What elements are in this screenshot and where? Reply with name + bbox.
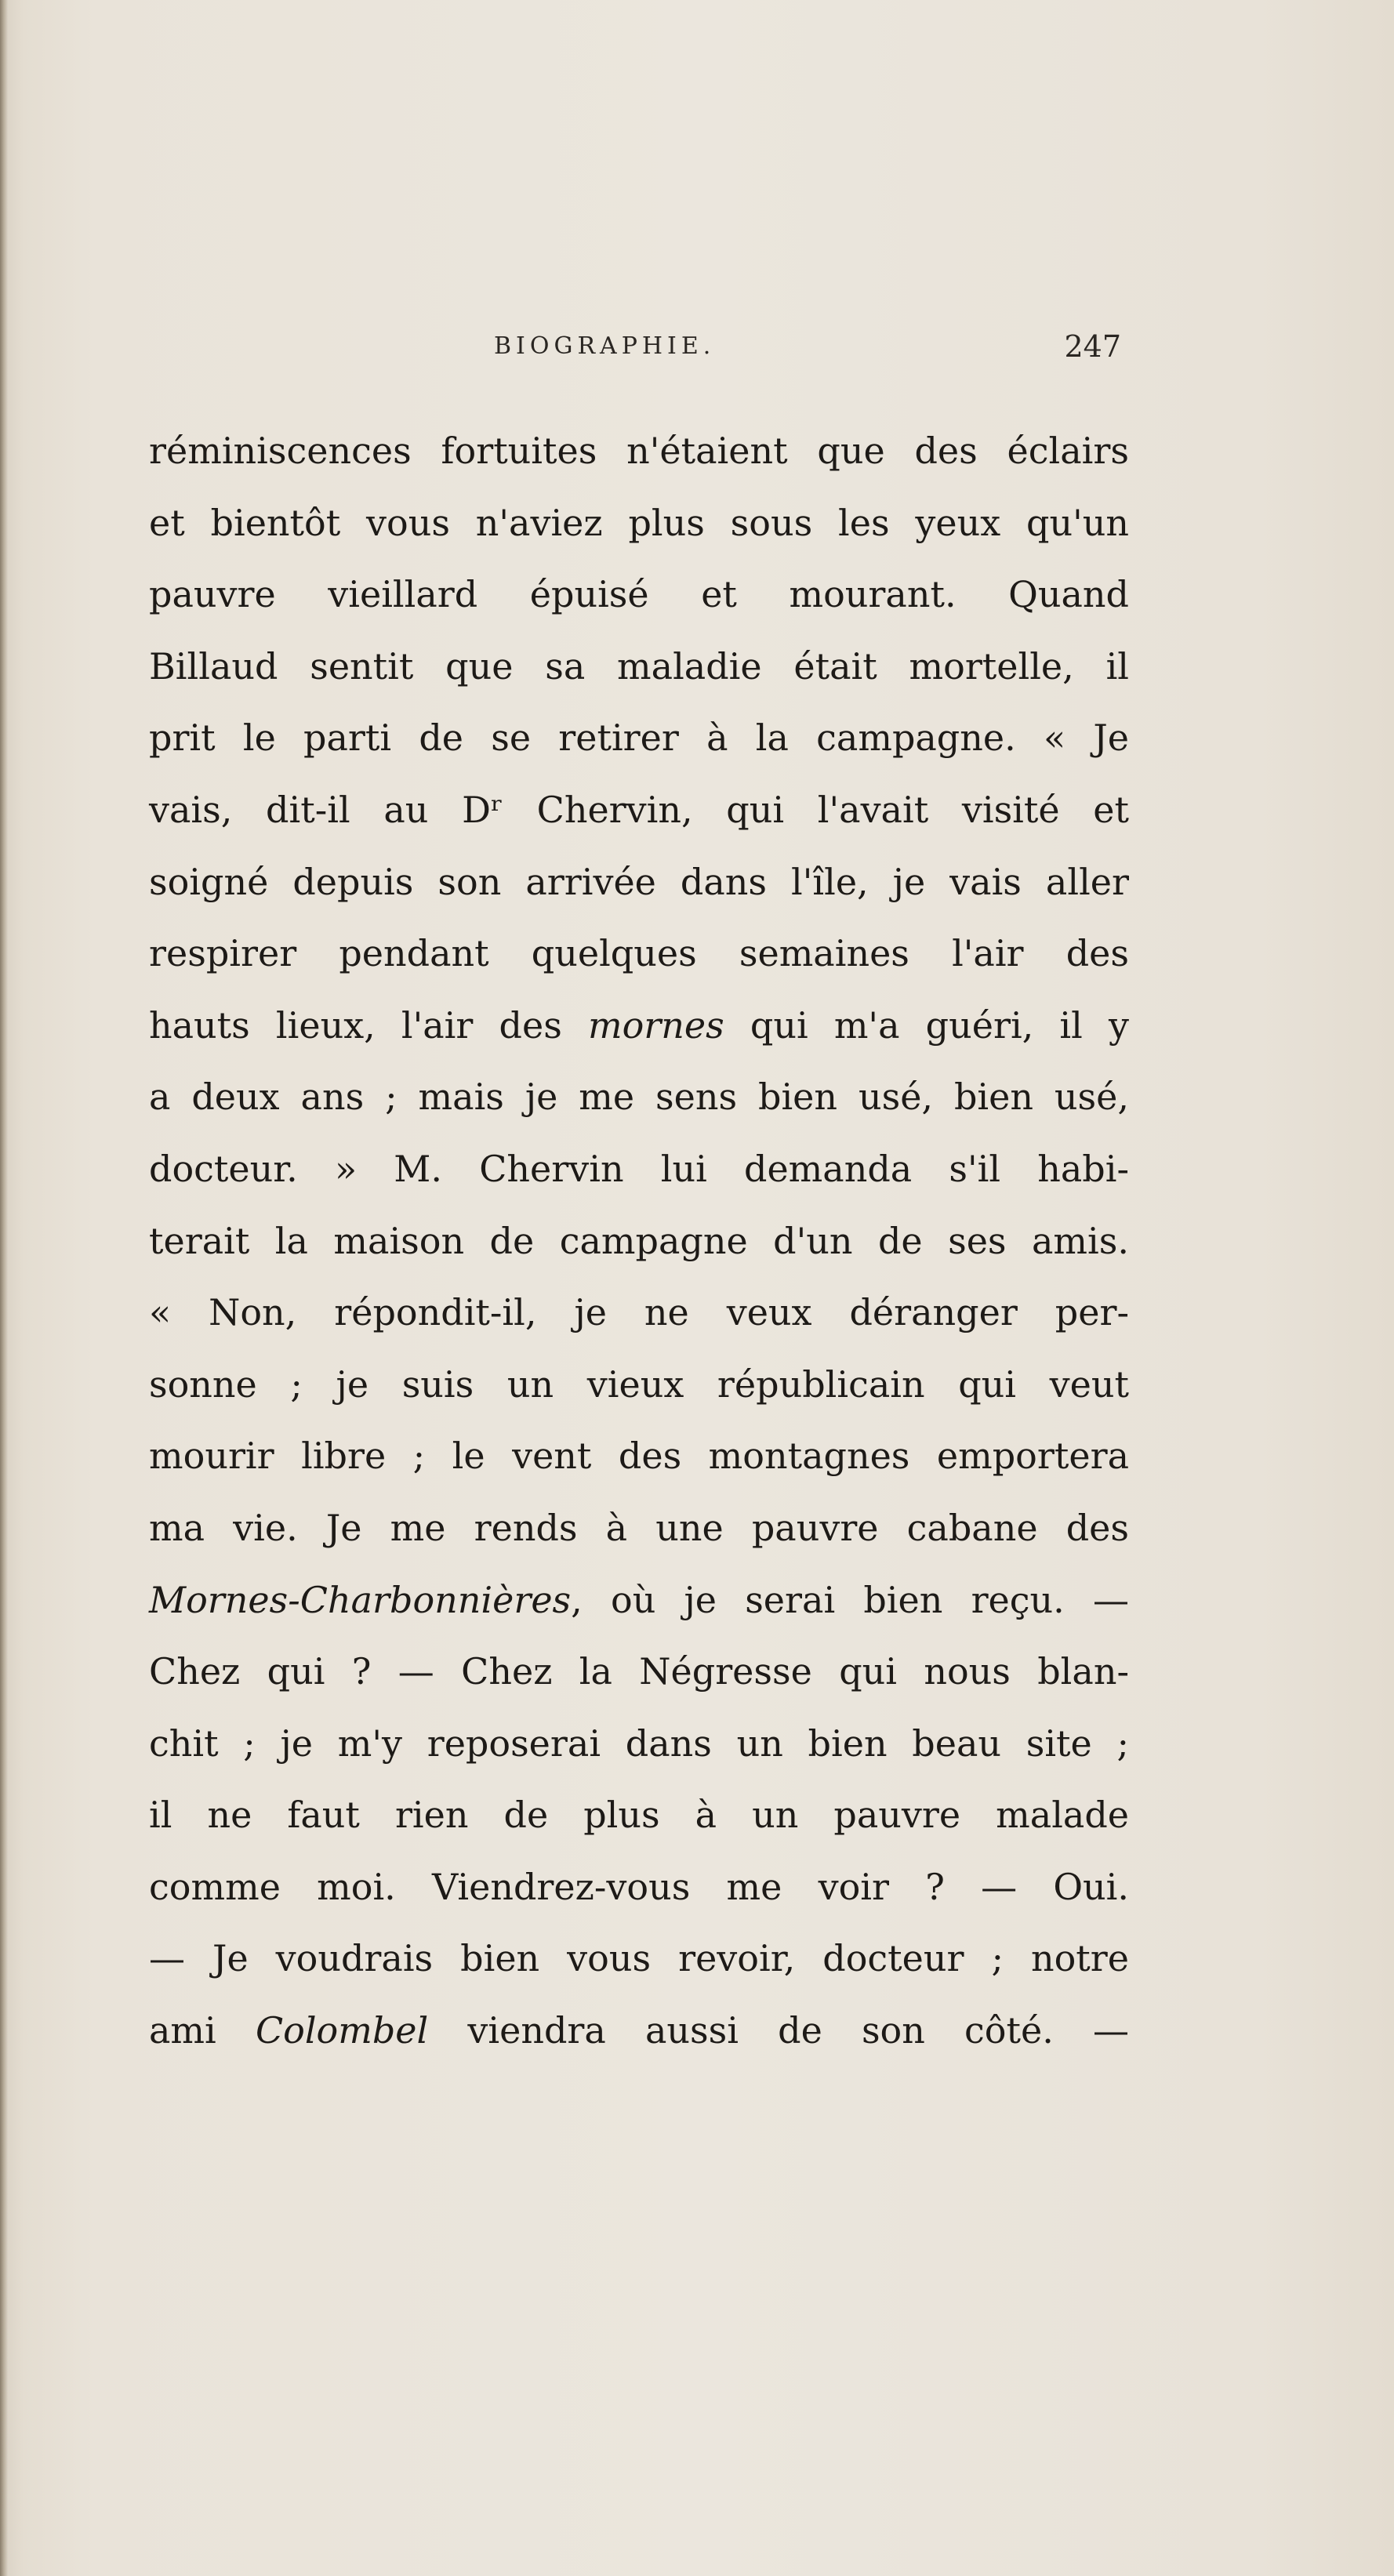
text-segment: qui m'a guéri, il y [724,1003,1129,1047]
page-spine-edge [0,0,8,2576]
text-segment: respirer pendant quelques semaines l'air des [149,932,1129,975]
text-segment: docteur. » M. Chervin lui demanda s'il habi- [149,1147,1129,1190]
text-line [149,488,1129,560]
body-text [149,415,1129,2067]
text-line [149,918,1129,990]
text-segment: prit le parti de se retirer à la campagne. « Je [149,717,1129,760]
text-line [149,1277,1129,1349]
text-segment: a deux ans ; mais je me sens bien usé, bien usé, [149,1076,1129,1119]
text-segment: mourir libre ; le vent des montagnes emportera [149,1435,1129,1478]
text-line [149,847,1129,919]
text-line [149,1708,1129,1780]
text-line [149,1420,1129,1493]
text-line [149,415,1129,488]
text-segment: ma vie. Je me rends à une pauvre cabane des [149,1506,1129,1549]
italic-text-segment: mornes [587,1003,724,1047]
text-segment: viendra aussi de son côté. — [428,2009,1130,2052]
text-line [149,775,1129,847]
text-segment: Chez qui ? — Chez la Négresse qui nous blan- [149,1650,1129,1693]
text-segment: pauvre vieillard épuisé et mourant. Quand [149,573,1129,616]
italic-text-segment: Mornes-Charbonnières [149,1578,572,1621]
text-segment: il ne faut rien de plus à un pauvre malade [149,1794,1129,1837]
page-number: 247 [1064,329,1121,364]
text-segment: hauts lieux, l'air des [149,1003,588,1047]
text-line [149,702,1129,775]
text-line [149,1995,1129,2067]
text-line [149,1636,1129,1708]
text-segment: — Je voudrais bien vous revoir, docteur ; notre [149,1937,1129,1980]
text-line [149,1134,1129,1206]
text-line [149,990,1129,1062]
text-segment: « Non, répondit-il, je ne veux déranger per- [149,1291,1129,1334]
running-title: BIOGRAPHIE. [494,332,716,360]
running-head [149,329,1121,376]
text-line [149,1493,1129,1565]
text-line [149,559,1129,631]
text-segment: , où je serai bien reçu. — [571,1578,1129,1621]
text-segment: Billaud sentit que sa maladie était mortelle, il [149,644,1129,688]
text-segment: sonne ; je suis un vieux républicain qui veut [149,1362,1129,1406]
text-line [149,1780,1129,1852]
text-segment: réminiscences fortuites n'étaient que des éclairs [149,430,1129,472]
text-line [149,631,1129,703]
text-line [149,1206,1129,1278]
text-line [149,1852,1129,1924]
italic-text-segment: Colombel [255,2009,429,2052]
text-line [149,1061,1129,1134]
text-segment: ami [149,2009,256,2052]
text-line [149,1349,1129,1421]
text-segment: et bientôt vous n'aviez plus sous les yeux qu'un [149,501,1129,544]
text-segment: terait la maison de campagne d'un de ses amis. [149,1219,1129,1262]
text-segment: vais, dit-il au Dʳ Chervin, qui l'avait visité et [149,788,1129,831]
text-segment: chit ; je m'y reposerai dans un bien beau site ; [149,1722,1129,1765]
text-line [149,1923,1129,1995]
text-segment: soigné depuis son arrivée dans l'île, je vais aller [149,860,1129,903]
text-line [149,1565,1129,1637]
text-segment: comme moi. Viendrez-vous me voir ? — Oui. [149,1865,1129,1908]
